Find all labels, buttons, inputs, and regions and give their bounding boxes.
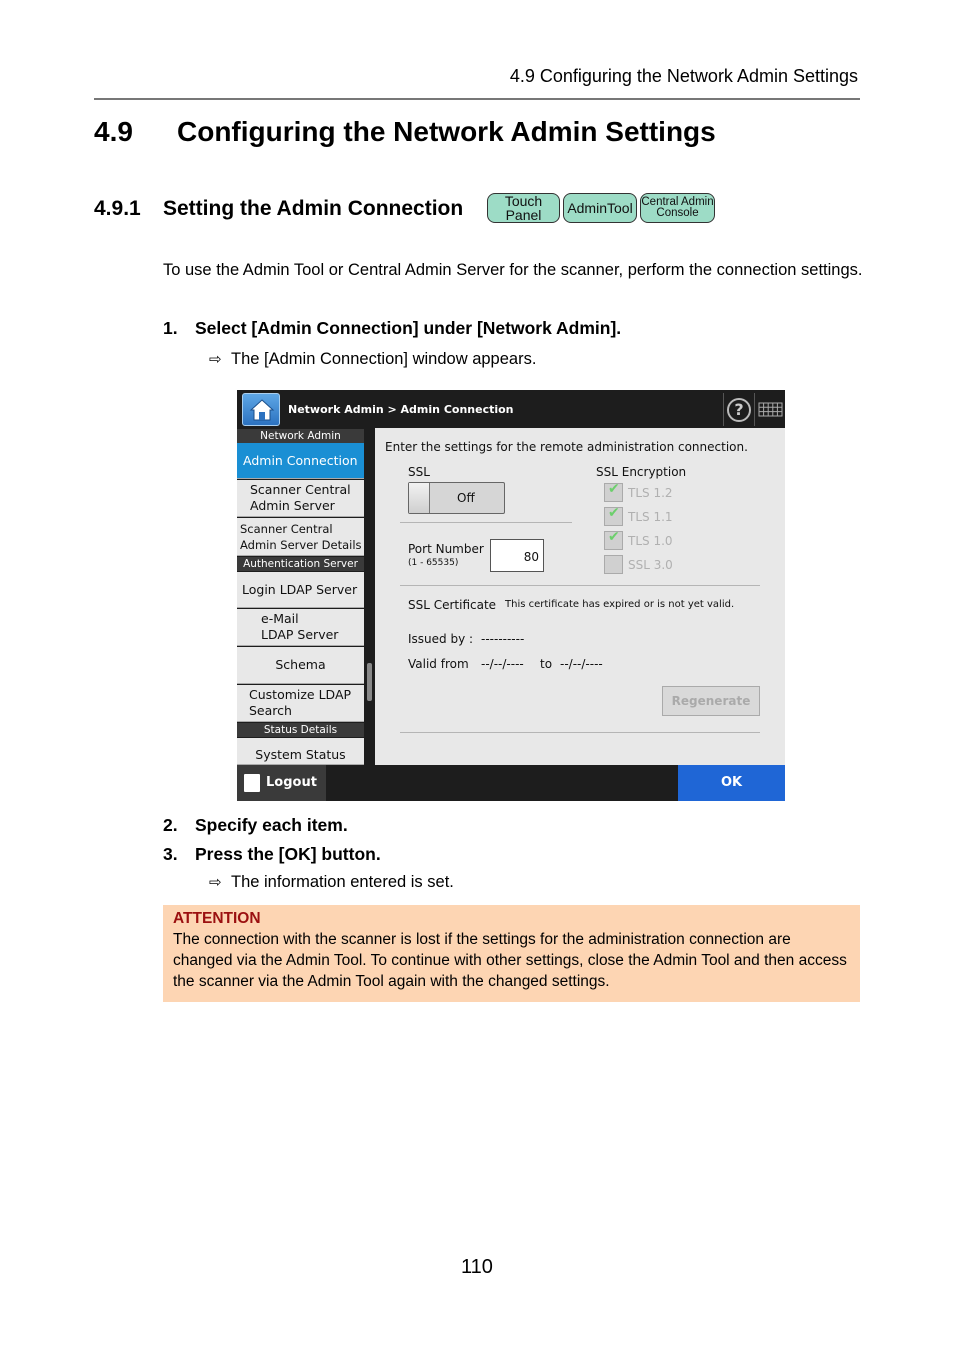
port-number-value: 80 (523, 550, 539, 564)
ssl-toggle-value: Off (457, 491, 475, 505)
check-icon: ✔ (608, 505, 620, 521)
top-bar (237, 390, 785, 428)
attention-text: The connection with the scanner is lost if the settings for the administration connection are changed via the Admin Tool. To continue with other settings, close the Admin Tool and then access the scanner via the Admin Tool again with the changed settings. (173, 931, 847, 990)
port-number-input[interactable] (490, 539, 544, 572)
step-3-result (209, 873, 454, 892)
sidebar-item-schema[interactable]: Schema (237, 647, 364, 684)
sidebar-item-scanner-central-admin-server-details[interactable]: Scanner Central Admin Server Details (237, 518, 364, 556)
ssl30-label: SSL 3.0 (628, 558, 673, 572)
sidebar-section-network-admin: Network Admin (237, 429, 364, 443)
certificate-status: This certificate has expired or is not yet valid. (505, 599, 735, 610)
valid-to-value: --/--/---- (560, 657, 603, 671)
step-text: Press the [OK] button. (195, 844, 381, 864)
logout-icon (244, 774, 260, 792)
ssl-encryption-label: SSL Encryption (596, 465, 687, 479)
section-heading (94, 116, 716, 148)
attention-box (163, 905, 860, 1002)
breadcrumb: Network Admin > Admin Connection (288, 403, 514, 416)
section-title: Configuring the Network Admin Settings (177, 116, 716, 147)
badge-line: Central Admin (641, 195, 714, 208)
keyboard-icon (755, 393, 785, 426)
intro-paragraph: To use the Admin Tool or Central Admin Server for the scanner, perform the connection settings. (163, 261, 863, 279)
step-number: 3. (163, 844, 178, 864)
ssl30-checkbox[interactable] (604, 555, 623, 574)
step-2 (163, 815, 348, 836)
result-arrow-icon: ⇨ (209, 874, 222, 891)
divider (400, 585, 760, 586)
check-icon: ✔ (608, 481, 620, 497)
toggle-knob (409, 483, 430, 513)
valid-from-value: --/--/---- (481, 657, 524, 671)
sidebar (237, 428, 372, 765)
sidebar-scroll-thumb[interactable] (367, 663, 372, 701)
valid-from-label: Valid from (408, 657, 469, 671)
sidebar-item-system-status[interactable]: System Status (237, 738, 364, 765)
step-text: Select [Admin Connection] under [Network Admin]. (195, 318, 622, 338)
running-header: 4.9 Configuring the Network Admin Settings (509, 66, 858, 86)
step-text: Specify each item. (195, 815, 348, 835)
sidebar-item-scanner-central-admin-server[interactable]: Scanner Central Admin Server (237, 480, 364, 517)
logout-button[interactable] (237, 765, 326, 801)
sidebar-item-login-ldap-server[interactable]: Login LDAP Server (237, 572, 364, 608)
attention-title: ATTENTION (173, 910, 261, 927)
step-number: 1. (163, 318, 178, 338)
sidebar-scrollbar[interactable] (366, 428, 372, 765)
result-text: The information entered is set. (231, 873, 454, 891)
tls12-checkbox[interactable] (604, 483, 623, 502)
content-panel (375, 428, 785, 765)
valid-to-label: to (540, 657, 553, 671)
badge-line: Touch (504, 193, 543, 209)
tls10-checkbox[interactable] (604, 531, 623, 550)
sidebar-item-admin-connection[interactable]: Admin Connection (237, 443, 364, 479)
ok-button[interactable]: OK (678, 765, 785, 801)
ssl-certificate-label: SSL Certificate (408, 598, 497, 612)
subsection-title: Setting the Admin Connection (163, 197, 464, 220)
step-1 (163, 318, 621, 339)
regenerate-button[interactable]: Regenerate (662, 686, 760, 716)
ssl-toggle[interactable] (408, 482, 505, 514)
sidebar-item-customize-ldap-search[interactable]: Customize LDAP Search (237, 685, 364, 722)
subsection-number: 4.9.1 (94, 197, 141, 220)
sidebar-section-auth-server: Authentication Server (237, 557, 364, 571)
tls10-label: TLS 1.0 (628, 534, 673, 548)
help-icon: ? (727, 398, 751, 422)
header-rule (94, 98, 860, 100)
port-range-hint: (1 - 65535) (408, 558, 459, 568)
badge-line: AdminTool (567, 200, 633, 216)
home-button[interactable] (242, 393, 280, 426)
tls11-checkbox[interactable] (604, 507, 623, 526)
tls12-label: TLS 1.2 (628, 486, 673, 500)
step-number: 2. (163, 815, 178, 835)
check-icon: ✔ (608, 529, 620, 545)
result-arrow-icon: ⇨ (209, 351, 222, 368)
badge-line: Console (656, 207, 699, 219)
logout-label: Logout (266, 775, 317, 790)
page-number: 110 (461, 1256, 493, 1278)
subsection-heading (94, 197, 463, 221)
port-number-label: Port Number (408, 542, 484, 556)
sidebar-item-email-ldap-server[interactable]: e-Mail LDAP Server (237, 609, 364, 646)
divider (400, 522, 572, 523)
badge-line: Panel (505, 207, 542, 223)
admin-connection-screenshot (237, 390, 785, 801)
touch-panel-badge (487, 193, 560, 223)
instruction-text: Enter the settings for the remote administration connection. (385, 440, 748, 454)
result-text: The [Admin Connection] window appears. (231, 350, 537, 368)
keyboard-button[interactable] (754, 393, 785, 426)
issued-by-label: Issued by : (408, 632, 474, 646)
step-1-result (209, 350, 536, 369)
tls11-label: TLS 1.1 (628, 510, 673, 524)
section-number: 4.9 (94, 116, 133, 147)
ssl-label: SSL (408, 465, 430, 479)
divider (400, 732, 760, 733)
sidebar-section-status: Status Details (237, 723, 364, 737)
bottom-bar (237, 765, 785, 801)
admin-tool-badge (563, 193, 637, 223)
home-icon (249, 398, 275, 422)
step-3 (163, 844, 381, 865)
help-button[interactable] (723, 393, 753, 426)
central-admin-console-badge (640, 193, 715, 223)
issued-by-value: ---------- (481, 632, 525, 646)
